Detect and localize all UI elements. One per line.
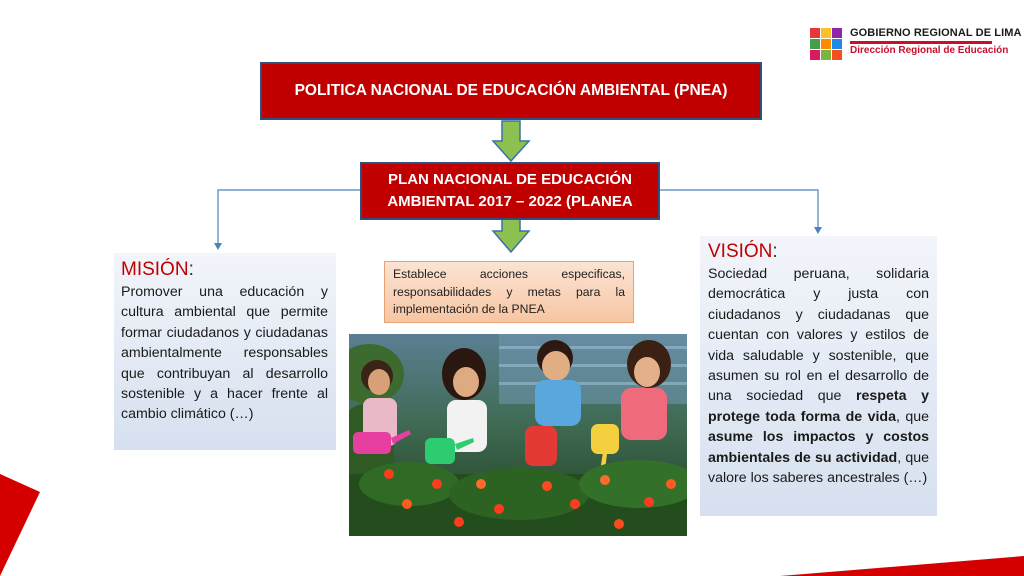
mision-heading [121, 258, 328, 282]
mision-text: Promover una educación y cultura ambiental que permite formar ciudadanos y ciudadanas ambientalmente responsables que contribuyan al desarrollo sostenible y a hacer frente al cambio climático (…) [121, 284, 328, 423]
planea-title-line1: PLAN NACIONAL DE EDUCACIÓN [388, 171, 632, 188]
mision-colon: : [188, 259, 194, 280]
vision-text-bold2: asume los impactos y costos ambientales de su actividad [708, 429, 929, 466]
establece-box [384, 261, 634, 323]
connector-right-arrowhead [814, 227, 822, 234]
mision-box [114, 253, 336, 450]
vision-text-part3: , que valore los saberes ancestrales (…) [708, 449, 929, 487]
children-watering-plants-photo [349, 334, 687, 536]
vision-heading [708, 240, 929, 264]
logo-subtitle: Dirección Regional de Educación [850, 45, 1009, 56]
planea-title-line2: AMBIENTAL 2017 – 2022 (PLANEA [387, 193, 633, 210]
planea-box [360, 162, 660, 220]
mision-title: MISIÓN [121, 259, 189, 280]
vision-colon: : [772, 241, 778, 262]
pnea-title: POLITICA NACIONAL DE EDUCACIÓN AMBIENTAL (PNEA) [294, 82, 728, 99]
vision-text-part2: , que [895, 408, 929, 425]
vision-box [700, 236, 937, 516]
logo-title: GOBIERNO REGIONAL DE LIMA [850, 27, 1022, 39]
connector-right [660, 190, 818, 228]
arrow-down-1 [493, 121, 529, 161]
vision-text-part1: Sociedad peruana, solidaria democrática y justa con ciudadanos y ciudadanas que cuentan con valores y estilos de vida saludable y sostenible, que asumen su rol en el desarrollo de una sociedad que [708, 266, 929, 405]
vision-text-bold1: respeta y protege toda forma de vida [708, 388, 929, 425]
establece-text: Establece acciones especificas, responsabilidades y metas para la implementación de la PNEA [393, 267, 625, 316]
vision-text [708, 266, 929, 486]
vision-title: VISIÓN [708, 241, 773, 262]
pnea-box [260, 62, 762, 120]
connector-left-arrowhead [214, 243, 222, 250]
connector-left [218, 190, 360, 244]
